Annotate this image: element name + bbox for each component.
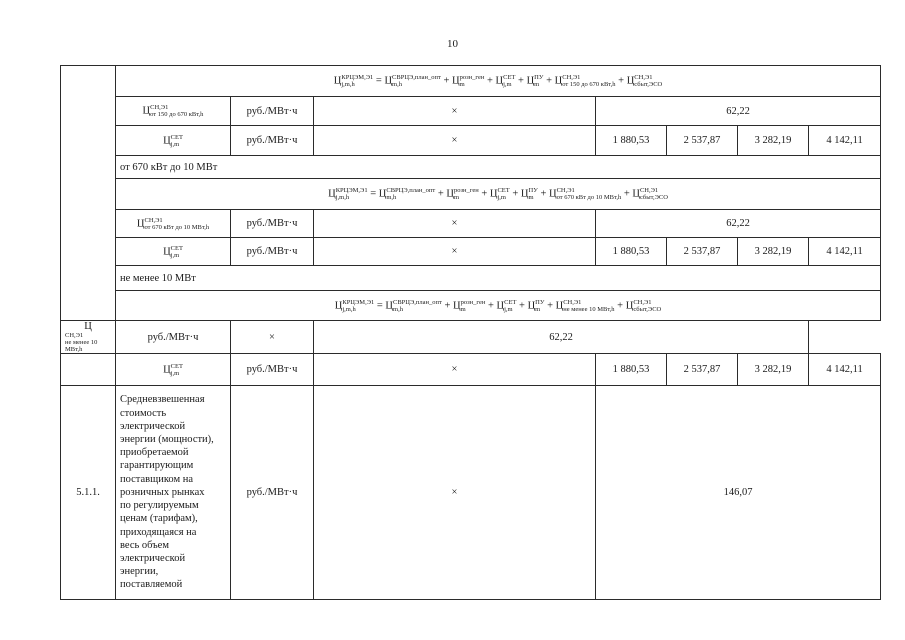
tariff-table [60, 65, 881, 600]
description-line: электрической [120, 420, 186, 432]
description-line: весь объем [120, 539, 169, 551]
description-line: поставляемой [120, 579, 183, 591]
description-line: энергии (мощности), [120, 434, 214, 446]
description-line: приходящаяся на [120, 526, 197, 538]
cross-cell: × [314, 354, 596, 386]
value-cell: 4 142,11 [809, 354, 881, 386]
value-cell: 4 142,11 [809, 126, 881, 156]
left-empty-cell [61, 354, 116, 386]
indicator-cell: ЦСН,Э1 от 150 до 670 кВт,h [116, 97, 231, 126]
formula: ЦКРЦЭМ,Э1 j,m,h = ЦСВРЦЭ,план_опт m,h + Црозн_ген m + ЦСЕТ j,m + ЦПУ m + ЦСН,Э1 от 150 до 670 кВт,h + ЦСН,Э1 сбыт,ЭСО [116, 66, 881, 97]
cross-cell: × [231, 321, 314, 354]
value-cell: 146,07 [596, 386, 881, 600]
description-line: по регулируемым [120, 500, 199, 512]
value-cell: 3 282,19 [738, 126, 809, 156]
value-cell: 2 537,87 [667, 354, 738, 386]
indicator-cell: ЦСЕТ j,m [116, 354, 231, 386]
indicator-cell: ЦСН,Э1 не менее 10 МВт,h [61, 321, 116, 354]
table-row [61, 354, 881, 386]
description-line: Средневзвешенная [120, 394, 205, 406]
description-line: поставщиком на [120, 473, 193, 485]
description-line: гарантирующим [120, 460, 194, 472]
description-line: розничных рынках [120, 486, 205, 498]
unit-cell: руб./МВт·ч [231, 238, 314, 266]
subheading-row [61, 156, 881, 179]
value-cell: 3 282,19 [738, 238, 809, 266]
section-description [116, 386, 231, 600]
unit-cell: руб./МВт·ч [231, 354, 314, 386]
subheading: от 670 кВт до 10 МВт [116, 156, 881, 179]
cross-cell: × [314, 386, 596, 600]
unit-cell: руб./МВт·ч [231, 210, 314, 238]
table-row [61, 321, 881, 354]
value-cell: 4 142,11 [809, 238, 881, 266]
value-cell: 2 537,87 [667, 126, 738, 156]
value-cell: 62,22 [596, 210, 881, 238]
unit-cell: руб./МВт·ч [231, 386, 314, 600]
section-number: 5.1.1. [61, 386, 116, 600]
page-number: 10 [447, 38, 458, 50]
value-cell: 62,22 [596, 97, 881, 126]
indicator-cell: ЦСЕТ j,m [116, 126, 231, 156]
formula: ЦКРЦЭМ,Э1 j,m,h = ЦСВРЦЭ,план_опт m,h + Црозн_ген m + ЦСЕТ j,m + ЦПУ m + ЦСН,Э1 не менее 10 МВт,h + ЦСН,Э1 сбыт,ЭСО [116, 291, 881, 321]
formula-row [61, 66, 881, 97]
table-row [61, 97, 881, 126]
table-row [61, 126, 881, 156]
subheading-row [61, 266, 881, 291]
formula-row [61, 291, 881, 321]
left-empty-cell [61, 66, 116, 321]
indicator-cell: ЦСЕТ j,m [116, 238, 231, 266]
subheading: не менее 10 МВт [116, 266, 881, 291]
description-line: ценам (тарифам), [120, 513, 198, 525]
formula: ЦКРЦЭМ,Э1 j,m,h = ЦСВРЦЭ,план_опт m,h + Црозн_ген m + ЦСЕТ j,m + ЦПУ m + ЦСН,Э1 от 670 кВт до 10 МВт,h + ЦСН,Э1 сбыт,ЭСО [116, 179, 881, 210]
value-cell: 62,22 [314, 321, 809, 354]
formula-row [61, 179, 881, 210]
value-cell: 3 282,19 [738, 354, 809, 386]
table-row [61, 238, 881, 266]
value-cell: 1 880,53 [596, 126, 667, 156]
value-cell: 1 880,53 [596, 238, 667, 266]
indicator-cell: ЦСН,Э1 от 670 кВт до 10 МВт,h [116, 210, 231, 238]
section-row [61, 386, 881, 600]
table-row [61, 210, 881, 238]
cross-cell: × [314, 238, 596, 266]
value-cell: 2 537,87 [667, 238, 738, 266]
cross-cell: × [314, 210, 596, 238]
value-cell: 1 880,53 [596, 354, 667, 386]
cross-cell: × [314, 97, 596, 126]
description-line: энергии, [120, 566, 159, 578]
cross-cell: × [314, 126, 596, 156]
description-line: приобретаемой [120, 447, 189, 459]
description-line: электрической [120, 552, 186, 564]
description-line: стоимость [120, 407, 167, 419]
unit-cell: руб./МВт·ч [231, 97, 314, 126]
unit-cell: руб./МВт·ч [231, 126, 314, 156]
unit-cell: руб./МВт·ч [116, 321, 231, 354]
